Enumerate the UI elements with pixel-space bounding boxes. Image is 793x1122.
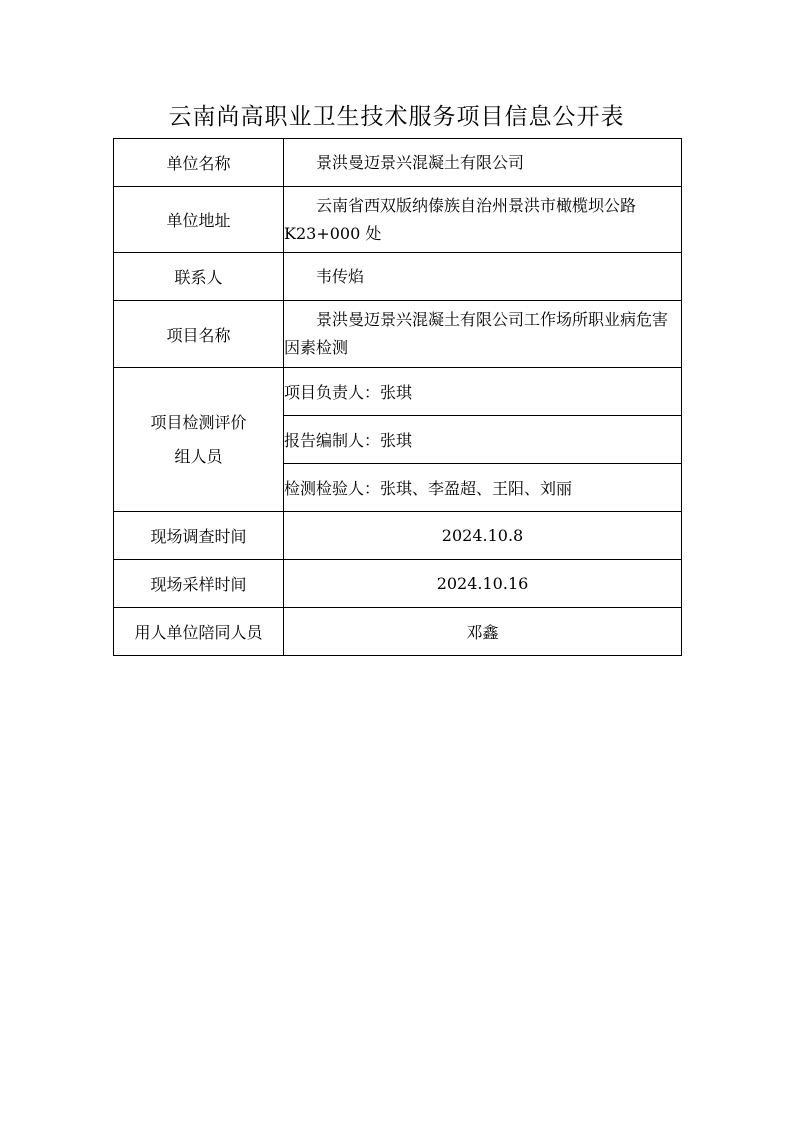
table-row	[114, 301, 682, 368]
team-leader: 项目负责人：张琪	[284, 368, 682, 416]
survey-time-label: 现场调查时间	[114, 512, 284, 560]
info-table	[113, 138, 682, 656]
escort-label: 用人单位陪同人员	[114, 608, 284, 656]
table-row	[114, 139, 682, 187]
contact-value	[284, 253, 682, 301]
company-name-value	[284, 139, 682, 187]
team-writer: 报告编制人：张琪	[284, 416, 682, 464]
team-label	[114, 368, 284, 512]
company-address-label: 单位地址	[114, 187, 284, 253]
table-row	[114, 608, 682, 656]
team-inspectors: 检测检验人：张琪、李盈超、王阳、刘丽	[284, 464, 682, 512]
project-name-text: 景洪曼迈景兴混凝土有限公司工作场所职业病危害因素检测	[284, 310, 669, 357]
table-row	[114, 253, 682, 301]
table-row	[114, 368, 682, 416]
sampling-time-value: 2024.10.16	[284, 560, 682, 608]
sampling-time-label: 现场采样时间	[114, 560, 284, 608]
page-title: 云南尚高职业卫生技术服务项目信息公开表	[168, 104, 625, 130]
contact-label: 联系人	[114, 253, 284, 301]
team-label-line2: 组人员	[174, 446, 223, 466]
company-address-value	[284, 187, 682, 253]
table-row	[114, 512, 682, 560]
team-label-line1: 项目检测评价	[150, 412, 247, 432]
company-name-text: 景洪曼迈景兴混凝土有限公司	[316, 152, 525, 172]
table-row	[114, 560, 682, 608]
company-address-text: 云南省西双版纳傣族自治州景洪市橄榄坝公路K23+000 处	[284, 195, 637, 243]
contact-text: 韦传焰	[316, 266, 365, 286]
project-name-label: 项目名称	[114, 301, 284, 368]
table-row	[114, 187, 682, 253]
company-name-label: 单位名称	[114, 139, 284, 187]
project-name-value	[284, 301, 682, 368]
escort-value: 邓鑫	[284, 608, 682, 656]
survey-time-value: 2024.10.8	[284, 512, 682, 560]
